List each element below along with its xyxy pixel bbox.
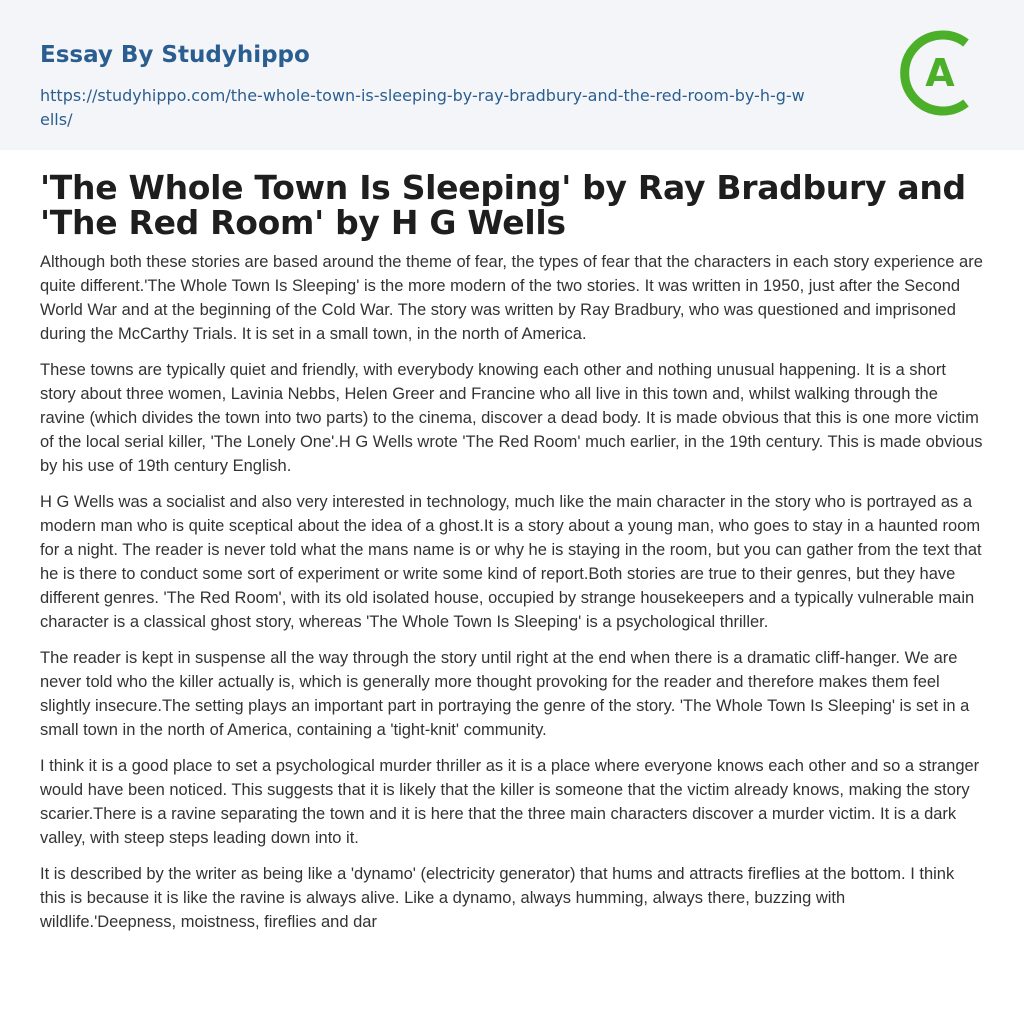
- site-header: [0, 0, 1024, 150]
- article-paragraph: Although both these stories are based around the theme of fear, the types of fear that the characters in each story experience are quite different.'The Whole Town Is Sleeping' is the more modern of the two stories. It was written in 1950, just after the Second World War and at the beginning of the Cold War. The story was written by Ray Bradbury, who was questioned and imprisoned during the McCarthy Trials. It is set in a small town, in the north of America.: [40, 253, 983, 343]
- svg-text:A: A: [925, 51, 955, 95]
- article-body: [0, 150, 1024, 934]
- studyhippo-logo-icon[interactable]: [898, 29, 986, 117]
- article-paragraph: The reader is kept in suspense all the way through the story until right at the end when there is a dramatic cliff-hanger. We are never told who the killer actually is, which is generally more thought provoking for the reader and therefore makes them feel slightly insecure.The setting plays an important part in portraying the genre of the story. 'The Whole Town Is Sleeping' is set in a small town in the north of America, containing a 'tight-knit' community.: [40, 649, 970, 739]
- site-title[interactable]: Essay By Studyhippo: [40, 42, 310, 68]
- article-paragraph: These towns are typically quiet and friendly, with everybody knowing each other and nothing unusual happening. It is a short story about three women, Lavinia Nebbs, Helen Greer and Francine who all live in this town and, whilst walking through the ravine (which divides the town into two parts) to the cinema, discover a dead body. It is made obvious that this is one more victim of the local serial killer, 'The Lonely One'.H G Wells wrote 'The Red Room' much earlier, in the 19th century. This is made obvious by his use of 19th century English.: [40, 361, 983, 475]
- essay-url-link[interactable]: https://studyhippo.com/the-whole-town-is-sleeping-by-ray-bradbury-and-the-red-room-by-h-g-wells/: [40, 86, 805, 129]
- page-title: 'The Whole Town Is Sleeping' by Ray Bradbury and 'The Red Room' by H G Wells: [40, 168, 966, 242]
- article-paragraph: H G Wells was a socialist and also very interested in technology, much like the main character in the story who is portrayed as a modern man who is quite sceptical about the idea of a ghost.It is a story about a young man, who goes to stay in a haunted room for a night. The reader is never told what the mans name is or why he is staying in the room, but you can gather from the text that he is there to conduct some sort of experiment or write some kind of report.Both stories are true to their genres, but they have different genres. 'The Red Room', with its old isolated house, occupied by strange housekeepers and a typically vulnerable main character is a classical ghost story, whereas 'The Whole Town Is Sleeping' is a psychological thriller.: [40, 493, 982, 631]
- article-paragraph: It is described by the writer as being like a 'dynamo' (electricity generator) that hums and attracts fireflies at the bottom. I think this is because it is like the ravine is always alive. Like a dynamo, always humming, always there, buzzing with wildlife.'Deepness, moistness, fireflies and dar: [40, 865, 955, 931]
- article-paragraph: I think it is a good place to set a psychological murder thriller as it is a place where everyone knows each other and so a stranger would have been noticed. This suggests that it is likely that the killer is someone that the victim already knows, making the story scarier.There is a ravine separating the town and it is here that the three main characters discover a murder victim. It is a dark valley, with steep steps leading down into it.: [40, 757, 980, 847]
